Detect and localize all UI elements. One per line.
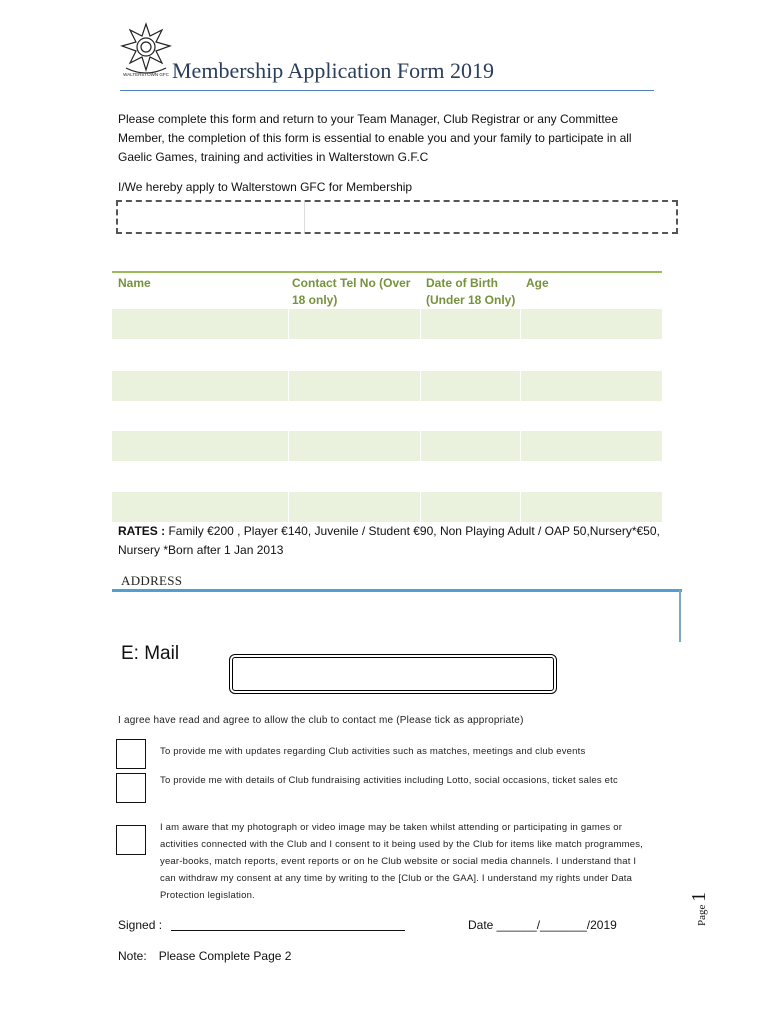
page-number-value: 1 — [688, 891, 710, 902]
consent-option-fundraising: To provide me with details of Club fundraising activities including Lotto, social occasions, ticket sales etc — [160, 775, 618, 786]
consent-option-photo: I am aware that my photograph or video image may be taken whilst attending or participating in games or activities connected with the Club and I consent to it being used by the Club for items like match programmes, year-books, match reports, event reports or on he Club website or social media channels. I understand that I can withdraw my consent at any time by writing to the [Club or the GAA]. I understand my rights under Data Protection legislation. — [160, 822, 643, 901]
consent-checkbox-fundraising[interactable] — [116, 773, 146, 803]
column-header-dob: Date of Birth (Under 18 Only) — [426, 276, 516, 307]
signature-line[interactable] — [171, 930, 405, 931]
table-row[interactable] — [112, 401, 662, 431]
table-row[interactable] — [112, 371, 662, 401]
table-row[interactable] — [112, 462, 662, 492]
apply-statement: I/We hereby apply to Walterstown GFC for Membership — [118, 180, 413, 194]
note-text: Please Complete Page 2 — [158, 949, 292, 963]
intro-paragraph: Please complete this form and return to your Team Manager, Club Registrar or any Committee Member, the completion of this form is essential to enable you and your family to participate in all Gaelic Games, training and activities in Walterstown G.F.C — [118, 112, 632, 164]
page-label: Page — [696, 904, 708, 926]
address-label: ADDRESS — [121, 573, 183, 588]
table-row[interactable] — [112, 340, 662, 370]
svg-text:WALTERSTOWN GFC: WALTERSTOWN GFC — [123, 72, 169, 77]
address-divider — [112, 589, 682, 592]
note-label: Note: — [118, 949, 147, 963]
consent-checkbox-photo[interactable] — [116, 825, 146, 855]
address-field[interactable] — [679, 590, 681, 642]
field-divider — [304, 202, 305, 232]
rates-label: RATES : — [118, 524, 166, 538]
table-row[interactable] — [112, 492, 662, 522]
column-header-age: Age — [526, 276, 549, 290]
column-header-name: Name — [118, 276, 151, 290]
consent-option-updates: To provide me with updates regarding Club activities such as matches, meetings and club events — [160, 746, 586, 757]
table-row[interactable] — [112, 309, 662, 339]
date-field[interactable]: Date ______/_______/2019 — [468, 918, 617, 932]
table-row[interactable] — [112, 431, 662, 461]
email-label: E: Mail — [121, 643, 180, 664]
rates-details: Family €200 , Player €140, Juvenile / Student €90, Non Playing Adult / OAP 50,Nursery*€50, Nursery *Born after 1 Jan 2013 — [118, 524, 660, 557]
title-divider — [120, 90, 654, 91]
column-header-contact: Contact Tel No (Over 18 only) — [292, 276, 411, 307]
consent-checkbox-updates[interactable] — [116, 739, 146, 769]
signed-label: Signed : — [118, 918, 163, 932]
consent-intro: I agree have read and agree to allow the club to contact me (Please tick as appropriate) — [118, 715, 524, 726]
email-input[interactable] — [229, 654, 557, 694]
rates-text — [118, 522, 666, 560]
members-table — [112, 271, 662, 307]
page-number — [686, 880, 716, 930]
page-title: Membership Application Form 2019 — [172, 58, 495, 83]
applicant-name-field[interactable] — [116, 200, 678, 234]
note — [118, 949, 291, 963]
club-crest-icon — [120, 22, 172, 78]
